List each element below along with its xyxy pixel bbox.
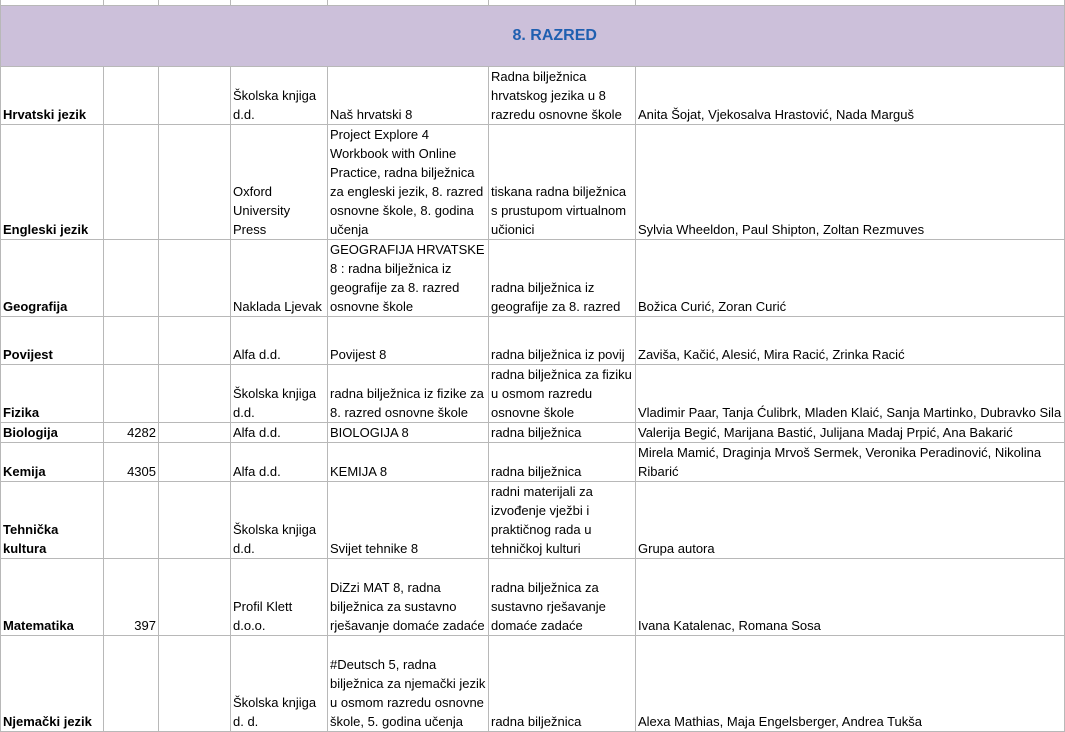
header-row (1, 6, 1065, 67)
publisher-cell[interactable]: Školska knjiga d.d. (231, 365, 328, 423)
title-cell[interactable]: Project Explore 4 Workbook with Online Practice, radna bilježnica za engleski jezik, 8. razred osnovne škole, 8. godina učenja (328, 125, 489, 240)
subject-cell[interactable]: Kemija (1, 443, 104, 482)
type-cell[interactable]: radna bilježnica iz povij (489, 317, 636, 365)
type-cell[interactable]: tiskana radna bilježnica s prustupom virtualnom učionici (489, 125, 636, 240)
type-cell[interactable]: radna bilježnica za fiziku u osmom razredu osnovne škole (489, 365, 636, 423)
publisher-cell[interactable]: Alfa d.d. (231, 423, 328, 443)
title-cell[interactable]: KEMIJA 8 (328, 443, 489, 482)
empty-cell[interactable] (159, 365, 231, 423)
table-row (1, 240, 1065, 317)
type-cell[interactable]: radna bilježnica (489, 423, 636, 443)
code-cell[interactable] (104, 125, 159, 240)
code-cell[interactable]: 397 (104, 559, 159, 636)
code-cell[interactable] (104, 240, 159, 317)
empty-cell[interactable] (159, 559, 231, 636)
grade-title-cell[interactable] (1, 6, 1065, 67)
authors-cell[interactable]: Valerija Begić, Marijana Bastić, Julijana Madaj Prpić, Ana Bakarić (636, 423, 1065, 443)
table-row (1, 636, 1065, 732)
authors-cell[interactable]: Anita Šojat, Vjekosalva Hrastović, Nada Marguš (636, 67, 1065, 125)
subject-cell[interactable]: Engleski jezik (1, 125, 104, 240)
publisher-cell[interactable]: Školska knjiga d.d. (231, 67, 328, 125)
authors-cell[interactable]: Ivana Katalenac, Romana Sosa (636, 559, 1065, 636)
empty-cell[interactable] (159, 125, 231, 240)
empty-cell[interactable] (159, 67, 231, 125)
title-cell[interactable]: DiZzi MAT 8, radna bilježnica za sustavno rješavanje domaće zadaće (328, 559, 489, 636)
subject-cell[interactable]: Hrvatski jezik (1, 67, 104, 125)
table-row (1, 559, 1065, 636)
table-row (1, 365, 1065, 423)
type-cell[interactable]: radna bilježnica (489, 636, 636, 732)
subject-cell[interactable]: Njemački jezik (1, 636, 104, 732)
empty-cell[interactable] (159, 443, 231, 482)
code-cell[interactable]: 4282 (104, 423, 159, 443)
code-cell[interactable] (104, 67, 159, 125)
authors-cell[interactable]: Alexa Mathias, Maja Engelsberger, Andrea Tukša (636, 636, 1065, 732)
subject-cell[interactable]: Fizika (1, 365, 104, 423)
empty-cell[interactable] (159, 317, 231, 365)
title-cell[interactable]: Svijet tehnike 8 (328, 482, 489, 559)
publisher-cell[interactable]: Oxford University Press (231, 125, 328, 240)
subject-cell[interactable]: Biologija (1, 423, 104, 443)
authors-cell[interactable]: Sylvia Wheeldon, Paul Shipton, Zoltan Rezmuves (636, 125, 1065, 240)
type-cell[interactable]: radna bilježnica za sustavno rješavanje domaće zadaće (489, 559, 636, 636)
grade-title: 8. RAZRED (512, 27, 597, 44)
title-cell[interactable]: #Deutsch 5, radna bilježnica za njemački jezik u osmom razredu osnovne škole, 5. godina učenja (328, 636, 489, 732)
authors-cell[interactable]: Mirela Mamić, Draginja Mrvoš Sermek, Veronika Peradinović, Nikolina Ribarić (636, 443, 1065, 482)
publisher-cell[interactable]: Naklada Ljevak (231, 240, 328, 317)
title-cell[interactable]: Naš hrvatski 8 (328, 67, 489, 125)
table-row (1, 317, 1065, 365)
type-cell[interactable]: radna bilježnica iz geografije za 8. razred (489, 240, 636, 317)
table-row (1, 423, 1065, 443)
subject-cell[interactable]: Matematika (1, 559, 104, 636)
empty-cell[interactable] (159, 482, 231, 559)
authors-cell[interactable]: Vladimir Paar, Tanja Ćulibrk, Mladen Klaić, Sanja Martinko, Dubravko Sila (636, 365, 1065, 423)
authors-cell[interactable]: Zaviša, Kačić, Alesić, Mira Racić, Zrinka Racić (636, 317, 1065, 365)
empty-cell[interactable] (159, 636, 231, 732)
code-cell[interactable] (104, 317, 159, 365)
type-cell[interactable]: radni materijali za izvođenje vježbi i praktičnog rada u tehničkoj kulturi (489, 482, 636, 559)
publisher-cell[interactable]: Alfa d.d. (231, 443, 328, 482)
code-cell[interactable] (104, 636, 159, 732)
table-row (1, 125, 1065, 240)
title-cell[interactable]: BIOLOGIJA 8 (328, 423, 489, 443)
publisher-cell[interactable]: Profil Klett d.o.o. (231, 559, 328, 636)
type-cell[interactable]: radna bilježnica (489, 443, 636, 482)
code-cell[interactable]: 4305 (104, 443, 159, 482)
authors-cell[interactable]: Grupa autora (636, 482, 1065, 559)
table-row (1, 482, 1065, 559)
subject-cell[interactable]: Povijest (1, 317, 104, 365)
code-cell[interactable] (104, 365, 159, 423)
publisher-cell[interactable]: Školska knjiga d.d. (231, 482, 328, 559)
title-cell[interactable]: Povijest 8 (328, 317, 489, 365)
publisher-cell[interactable]: Alfa d.d. (231, 317, 328, 365)
empty-cell[interactable] (159, 240, 231, 317)
type-cell[interactable]: Radna bilježnica hrvatskog jezika u 8 razredu osnovne škole (489, 67, 636, 125)
code-cell[interactable] (104, 482, 159, 559)
title-cell[interactable]: GEOGRAFIJA HRVATSKE 8 : radna bilježnica iz geografije za 8. razred osnovne škole (328, 240, 489, 317)
authors-cell[interactable]: Božica Curić, Zoran Curić (636, 240, 1065, 317)
table-row (1, 67, 1065, 125)
subject-cell[interactable]: Geografija (1, 240, 104, 317)
table-row (1, 443, 1065, 482)
empty-cell[interactable] (159, 423, 231, 443)
title-cell[interactable]: radna bilježnica iz fizike za 8. razred osnovne škole (328, 365, 489, 423)
subject-cell[interactable]: Tehnička kultura (1, 482, 104, 559)
publisher-cell[interactable]: Školska knjiga d. d. (231, 636, 328, 732)
